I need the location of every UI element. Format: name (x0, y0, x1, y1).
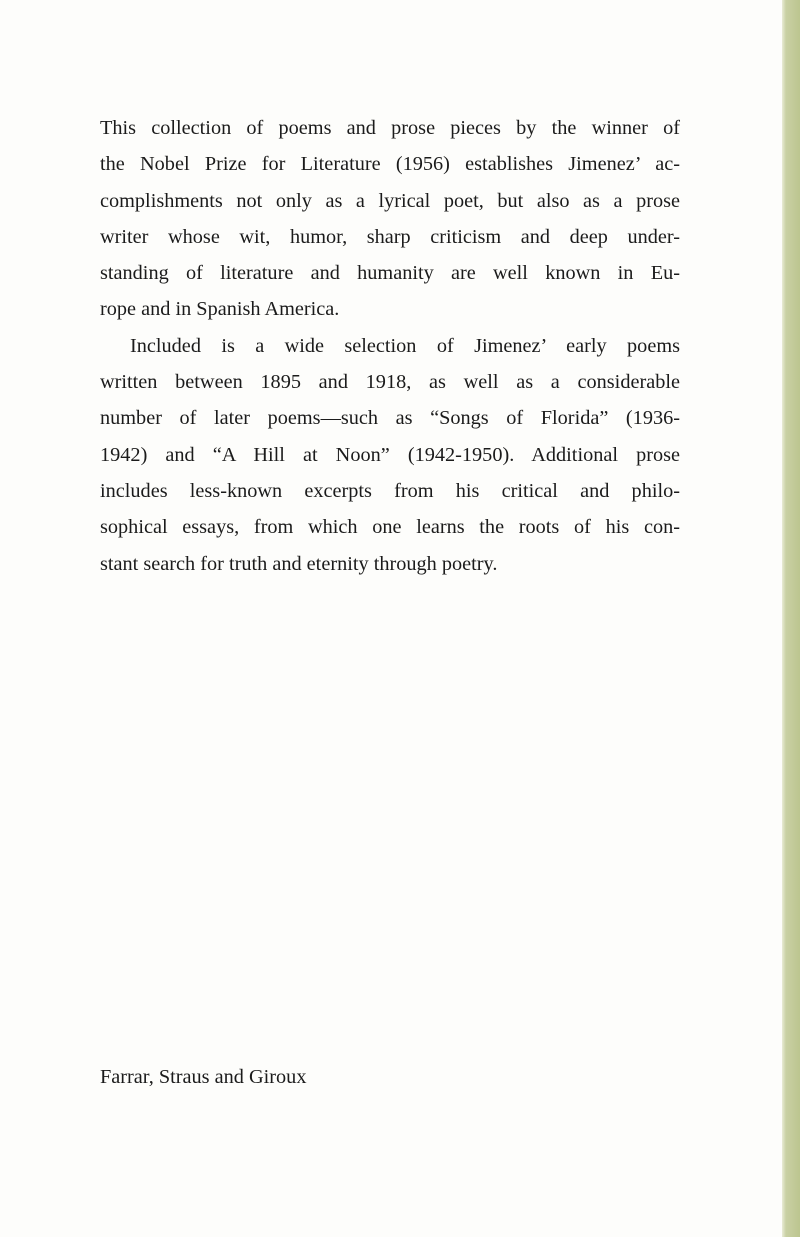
blurb-line: writer whose wit, humor, sharp criticism and deep under- (100, 225, 680, 248)
cover-blurb (100, 110, 680, 582)
blurb-line: stant search for truth and eternity through poetry. (100, 552, 498, 575)
blurb-line: standing of literature and humanity are well known in Eu- (100, 262, 680, 285)
blurb-line: sophical essays, from which one learns the roots of his con- (100, 516, 680, 539)
blurb-paragraph-2 (100, 328, 680, 582)
blurb-line: written between 1895 and 1918, as well as a considerable (100, 371, 680, 394)
blurb-line: the Nobel Prize for Literature (1956) establishes Jimenez’ ac- (100, 153, 680, 176)
spine-edge (782, 0, 800, 1237)
publisher-imprint: Farrar, Straus and Giroux (100, 1066, 307, 1088)
blurb-line: rope and in Spanish America. (100, 298, 340, 321)
blurb-paragraph-1 (100, 110, 680, 328)
blurb-line: includes less-known excerpts from his critical and philo- (100, 479, 680, 502)
blurb-line: This collection of poems and prose pieces by the winner of (100, 117, 680, 139)
blurb-line: complishments not only as a lyrical poet, but also as a prose (100, 189, 680, 212)
blurb-line: 1942) and “A Hill at Noon” (1942-1950). Additional prose (100, 443, 680, 466)
blurb-line: Included is a wide selection of Jimenez’ early poems (130, 334, 680, 357)
blurb-line: number of later poems—such as “Songs of Florida” (1936- (100, 407, 680, 430)
